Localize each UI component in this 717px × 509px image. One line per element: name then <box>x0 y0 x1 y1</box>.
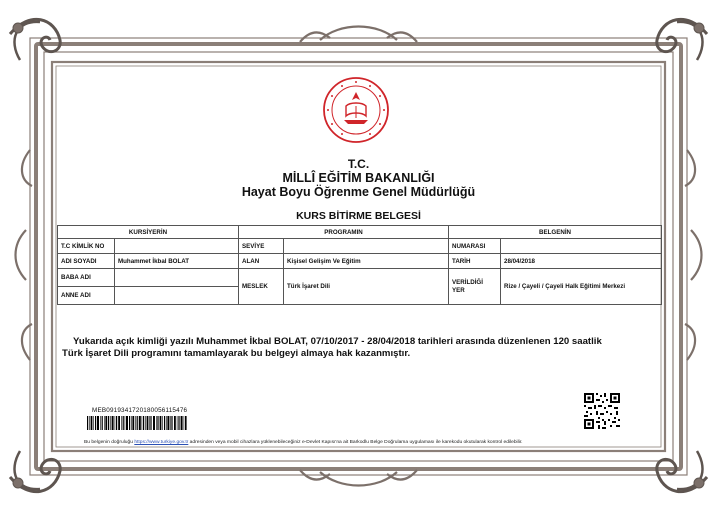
value-verildigi-yer: Rize / Çayeli / Çayeli Halk Eğitimi Merkezi <box>501 269 662 305</box>
header-directorate: Hayat Boyu Öğrenme Genel Müdürlüğü <box>241 185 476 199</box>
footer-suffix: adresinden veya mobil cihazlara yüklenebileceğiniz e-Devlet Kapısı'na ait Barkodlu Belge Doğrulama uygulaması ile karekodu okutularak kontrol edilebilir. <box>189 440 523 445</box>
value-baba-adi <box>115 269 239 287</box>
label-tc-kimlik: T.C KİMLİK NO <box>58 239 115 254</box>
statement-line-2: Türk İşaret Dili programını tamamlayarak bu belgeyi almaya hak kazanmıştır. <box>62 348 411 359</box>
label-meslek: MESLEK <box>239 269 284 305</box>
document-title: KURS BİTİRME BELGESİ <box>296 210 421 222</box>
value-meslek: Türk İşaret Dili <box>284 269 449 305</box>
label-verildigi: VERİLDİĞİ <box>452 278 483 286</box>
label-adi-soyadi: ADI SOYADI <box>58 254 115 269</box>
label-verildigi-yer <box>449 269 501 305</box>
label-tarih: TARİH <box>449 254 501 269</box>
label-numarasi: NUMARASI <box>449 239 501 254</box>
value-seviye <box>284 239 449 254</box>
label-seviye: SEVİYE <box>239 239 284 254</box>
barcode-number: MEB09193417201800561154​76 <box>92 407 188 414</box>
value-alan: Kişisel Gelişim Ve Eğitim <box>284 254 449 269</box>
certificate-statement <box>62 336 658 360</box>
barcode-icon <box>87 416 187 430</box>
verification-footer <box>84 440 523 445</box>
value-tc-kimlik <box>115 239 239 254</box>
header-tc: T.C. <box>347 157 370 171</box>
footer-prefix: Bu belgenin doğruluğu <box>84 440 133 445</box>
header-ministry: MİLLÎ EĞİTİM BAKANLIĞI <box>282 171 435 185</box>
label-yer: YER <box>452 286 465 294</box>
label-anne-adi: ANNE ADI <box>58 287 115 305</box>
value-tarih: 28/04/2018 <box>501 254 662 269</box>
label-baba-adi: BABA ADI <box>58 269 115 287</box>
header-belge: BELGENİN <box>449 226 662 239</box>
value-adi-soyadi: Muhammet İkbal BOLAT <box>115 254 239 269</box>
header-kursiyer: KURSİYERİN <box>58 226 239 239</box>
label-alan: ALAN <box>239 254 284 269</box>
qr-code-icon <box>584 393 620 429</box>
certificate-info-table <box>57 225 662 305</box>
statement-line-1: Yukarıda açık kimliği yazılı Muhammet İkbal BOLAT, 07/10/2017 - 28/04/2018 tarihleri arasında düzenlenen 120 saatlik <box>73 336 602 347</box>
value-anne-adi <box>115 287 239 305</box>
verification-link[interactable]: https://www.turkiye.gov.tr <box>134 440 189 445</box>
document-header <box>0 158 717 200</box>
meb-seal-icon <box>322 76 390 144</box>
header-program: PROGRAMIN <box>239 226 449 239</box>
value-numarasi <box>501 239 662 254</box>
